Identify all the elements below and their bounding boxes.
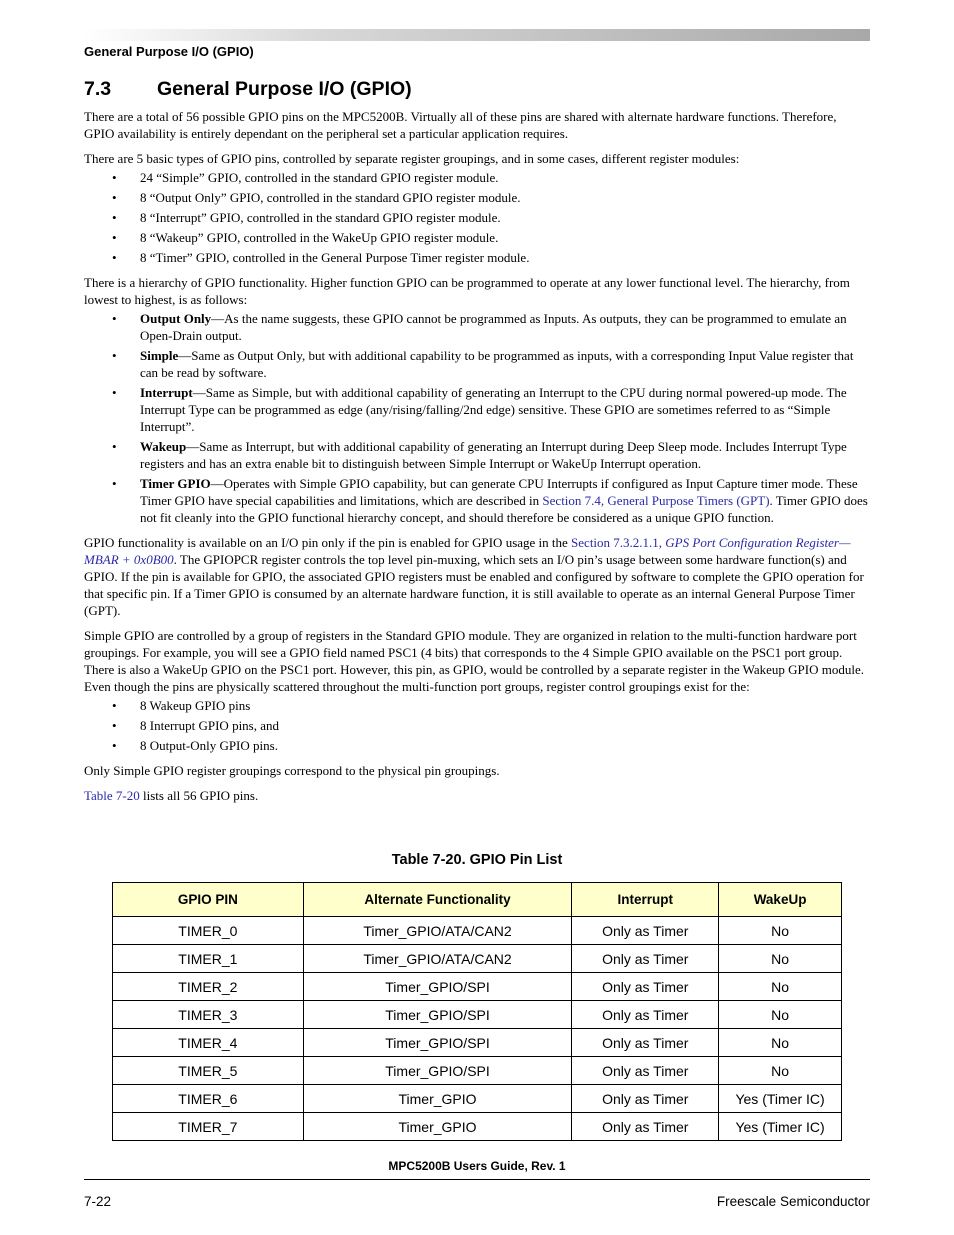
table-cell: No [719,1057,842,1085]
groupings-list [84,697,870,754]
table-cell: TIMER_2 [113,973,304,1001]
table-row [113,1057,842,1085]
hierarchy-list [84,310,870,526]
term-label: Timer GPIO [140,476,211,491]
table-cell: Timer_GPIO [303,1085,572,1113]
section-heading [84,78,412,101]
link-text-italic: GPS Port Configuration Register—MBAR + 0x0B00 [84,535,851,567]
intro-paragraph-1: There are a total of 56 possible GPIO pins on the MPC5200B. Virtually all of these pins are shared with alternate hardware functions. Therefore, GPIO availability is entirely dependant on the peripheral set a particular application requires. [84,109,837,141]
table-cell: Only as Timer [572,1057,719,1085]
term-label: Interrupt [140,385,193,400]
table-cell: Yes (Timer IC) [719,1085,842,1113]
table-cell: TIMER_1 [113,945,304,973]
table-caption: Table 7-20. GPIO Pin List [391,852,563,868]
list-item: • 8 “Timer” GPIO, controlled in the General Purpose Timer register module. [84,249,870,266]
table-cell: No [719,1029,842,1057]
term-description: —Operates with Simple GPIO capability, but can generate CPU Interrupts if configured as Input Capture timer mode. These Timer GPIO have special capabilities and limitations, which are described in [140,476,858,508]
page-number: 7-22 [84,1194,112,1209]
gpio-pin-table [112,882,842,1141]
intro-paragraph-2: There are 5 basic types of GPIO pins, controlled by separate register groupings, and in some cases, different register modules: [84,151,740,166]
table-cell: Timer_GPIO/SPI [303,1001,572,1029]
table-cell: Only as Timer [572,1085,719,1113]
list-item [84,438,870,472]
table-row [113,917,842,945]
list-item: • 8 Output-Only GPIO pins. [84,737,870,754]
table-cell: No [719,917,842,945]
list-item: • 8 “Output Only” GPIO, controlled in the standard GPIO register module. [84,189,870,206]
section-7-4-link[interactable]: Section 7.4, General Purpose Timers (GPT) [542,493,770,508]
header-gradient-bar [84,29,870,41]
table-cell: No [719,1001,842,1029]
table-row [113,1113,842,1141]
table-row [113,1029,842,1057]
body-text [84,108,870,812]
table-cell: TIMER_0 [113,917,304,945]
list-item [84,475,870,526]
list-item: • 24 “Simple” GPIO, controlled in the standard GPIO register module. [84,169,870,186]
table-cell: Timer_GPIO/SPI [303,973,572,1001]
list-item [84,347,870,381]
hierarchy-paragraph: There is a hierarchy of GPIO functionality. Higher function GPIO can be programmed to operate at any lower functional level. The hierarchy, from lowest to highest, is as follows: [84,275,850,307]
table-cell: Only as Timer [572,1001,719,1029]
table-7-20-link[interactable]: Table 7-20 [84,788,140,803]
table-cell: TIMER_5 [113,1057,304,1085]
list-item: • 8 “Wakeup” GPIO, controlled in the WakeUp GPIO register module. [84,229,870,246]
list-item: • 8 “Interrupt” GPIO, controlled in the standard GPIO register module. [84,209,870,226]
section-title-text: General Purpose I/O (GPIO) [157,78,412,100]
term-label: Simple [140,348,179,363]
paragraph-text: GPIO functionality is available on an I/O pin only if the pin is enabled for GPIO usage in the [84,535,572,550]
term-description: —Same as Simple, but with additional capability of generating an Interrupt to the CPU during normal powered-up mode. The Interrupt Type can be programmed as edge (any/rising/falling/2nd edge) sensitive. These GPIO are sometimes referred to as “Simple Interrupt”. [140,385,847,434]
table-row [113,1001,842,1029]
term-label: Output Only [140,311,212,326]
gpio-types-list [84,169,870,266]
table-row [113,945,842,973]
table-cell: Timer_GPIO/ATA/CAN2 [303,945,572,973]
table-cell: Timer_GPIO/ATA/CAN2 [303,917,572,945]
table-header-row [113,883,842,917]
term-description: —Same as Output Only, but with additional capability to be programmed as inputs, with a corresponding Input Value register that can be read by software. [140,348,854,380]
table-cell: Yes (Timer IC) [719,1113,842,1141]
list-item: • 8 Wakeup GPIO pins [84,697,870,714]
table-cell: No [719,945,842,973]
running-head: General Purpose I/O (GPIO) [84,44,254,59]
column-header: Alternate Functionality [303,883,572,917]
table-cell: Timer_GPIO/SPI [303,1057,572,1085]
table-cell: Only as Timer [572,1113,719,1141]
paragraph-text: lists all 56 GPIO pins. [139,788,259,803]
link-text: Section 7.3.2.1.1, [571,535,666,550]
simple-gpio-paragraph: Simple GPIO are controlled by a group of registers in the Standard GPIO module. They are organized in relation to the multi-function hardware port groupings. For example, you will see a GPIO field named PSC1 (4 bits) that corresponds to the 4 Simple GPIO available on the PSC1 port group. There is also a WakeUp GPIO on the PSC1 port. However, this pin, as GPIO, would be controlled by a separate register in the Wakeup GPIO module. Even though the pins are physically scattered throughout the multi-function port groups, register control groupings exist for the: [84,628,864,694]
term-label: Wakeup [140,439,187,454]
table-cell: TIMER_7 [113,1113,304,1141]
term-description: —Same as Interrupt, but with additional capability of generating an Interrupt during Deep Sleep mode. Includes Interrupt Type registers and has an extra enable bit to distinguish between Simple Interrupt or WakeUp Interrupt operation. [140,439,847,471]
footer-company: Freescale Semiconductor [716,1194,870,1209]
section-number: 7.3 [84,78,112,100]
table-cell: No [719,973,842,1001]
table-cell: Only as Timer [572,973,719,1001]
list-item: • 8 Interrupt GPIO pins, and [84,717,870,734]
table-row [113,973,842,1001]
list-item [84,310,870,344]
table-cell: Timer_GPIO [303,1113,572,1141]
paragraph-text: . The GPIOPCR register controls the top level pin-muxing, which sets an I/O pin’s usage between some hardware function(s) and GPIO. If the pin is available for GPIO, the associated GPIO registers must be enabled and configured by software to complete the GPIO operation for that specific pin. If a Timer GPIO is consumed by an alternate hardware function, it is still available to operate as an internal General Purpose Timer (GPT). [84,552,864,618]
table-reference-paragraph [84,787,870,804]
table-cell: Only as Timer [572,945,719,973]
footer-doc-title: MPC5200B Users Guide, Rev. 1 [388,1159,566,1173]
only-simple-paragraph: Only Simple GPIO register groupings correspond to the physical pin groupings. [84,763,500,778]
term-description: —As the name suggests, these GPIO cannot be programmed as Inputs. As outputs, they can be programmed to emulate an Open-Drain output. [140,311,847,343]
table-cell: TIMER_6 [113,1085,304,1113]
footer-divider [84,1179,870,1180]
column-header: Interrupt [572,883,719,917]
table-cell: TIMER_4 [113,1029,304,1057]
availability-paragraph [84,534,870,619]
table-cell: Only as Timer [572,917,719,945]
column-header: GPIO PIN [113,883,304,917]
table-row [113,1085,842,1113]
list-item [84,384,870,435]
term-description-end: . Timer GPIO does not fit cleanly into the GPIO functional hierarchy concept, and should therefore be considered as a unique GPIO function. [140,493,868,525]
table-cell: Only as Timer [572,1029,719,1057]
table-cell: TIMER_3 [113,1001,304,1029]
column-header: WakeUp [719,883,842,917]
table-cell: Timer_GPIO/SPI [303,1029,572,1057]
